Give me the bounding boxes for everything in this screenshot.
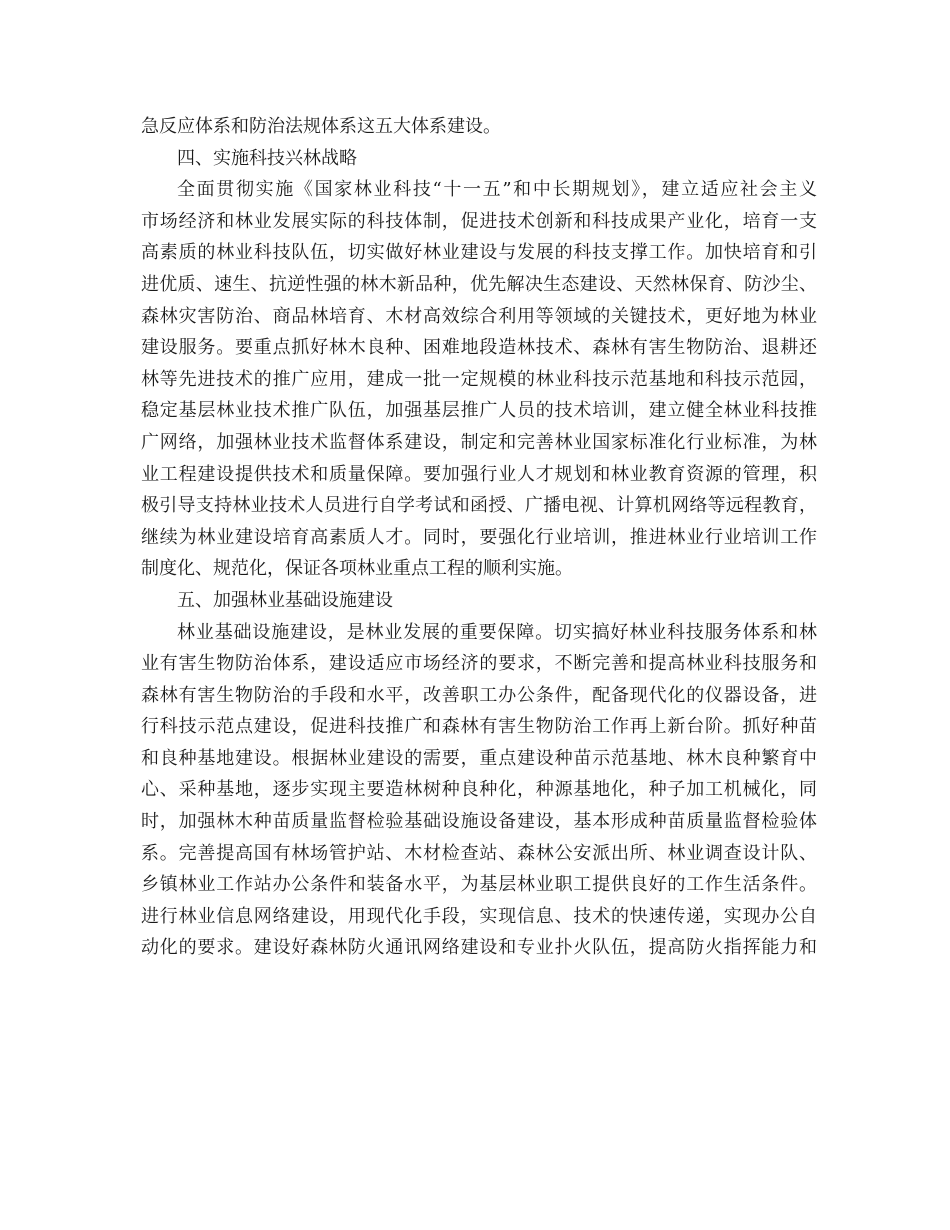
text-line: 林业基础设施建设，是林业发展的重要保障。切实搞好林业科技服务体系和林 — [177, 621, 817, 643]
text-line: 制度化、规范化，保证各项林业重点工程的顺利实施。 — [141, 558, 573, 580]
text-line: 系。完善提高国有林场管护站、木材检查站、森林公安派出所、林业调查设计队、 — [141, 842, 817, 864]
text-line: 继续为林业建设培育高素质人才。同时，要强化行业培训，推进林业行业培训工作 — [141, 526, 817, 548]
text-line: 进优质、速生、抗逆性强的林木新品种，优先解决生态建设、天然林保育、防沙尘、 — [141, 273, 817, 295]
text-line: 森林有害生物防治的手段和水平，改善职工办公条件，配备现代化的仪器设备，进 — [141, 684, 817, 706]
text-line: 全面贯彻实施《国家林业科技“十一五”和中长期规划》，建立适应社会主义 — [177, 179, 817, 201]
text-line: 业有害生物防治体系，建设适应市场经济的要求，不断完善和提高林业科技服务和 — [141, 653, 817, 675]
text-line: 和良种基地建设。根据林业建设的需要，重点建设种苗示范基地、林木良种繁育中 — [141, 747, 817, 769]
text-line: 行科技示范点建设，促进科技推广和森林有害生物防治工作再上新台阶。抓好种苗 — [141, 716, 817, 738]
text-line: 稳定基层林业技术推广队伍，加强基层推广人员的技术培训，建立健全林业科技推 — [141, 400, 817, 422]
text-line: 时，加强林木种苗质量监督检验基础设施设备建设，基本形成种苗质量监督检验体 — [141, 811, 817, 833]
text-line: 四、实施科技兴林战略 — [177, 147, 357, 169]
text-line: 林等先进技术的推广应用，建成一批一定规模的林业科技示范基地和科技示范园， — [141, 368, 817, 390]
text-line: 心、采种基地，逐步实现主要造林树种良种化，种源基地化，种子加工机械化，同 — [141, 779, 817, 801]
text-line: 业工程建设提供技术和质量保障。要加强行业人才规划和林业教育资源的管理，积 — [141, 463, 817, 485]
text-line: 市场经济和林业发展实际的科技体制，促进技术创新和科技成果产业化，培育一支 — [141, 210, 817, 232]
text-line: 建设服务。要重点抓好林木良种、困难地段造林技术、森林有害生物防治、退耕还 — [141, 337, 817, 359]
text-line: 森林灾害防治、商品林培育、木材高效综合利用等领域的关键技术，更好地为林业 — [141, 305, 817, 327]
text-line: 急反应体系和防治法规体系这五大体系建设。 — [141, 116, 501, 137]
text-line: 进行林业信息网络建设，用现代化手段，实现信息、技术的快速传递，实现办公自 — [141, 905, 817, 927]
text-line: 高素质的林业科技队伍，切实做好林业建设与发展的科技支撑工作。加快培育和引 — [141, 242, 817, 264]
document-body — [141, 111, 817, 964]
text-line: 动化的要求。建设好森林防火通讯网络建设和专业扑火队伍，提高防火指挥能力和 — [141, 937, 817, 959]
text-line: 极引导支持林业技术人员进行自学考试和函授、广播电视、计算机网络等远程教育， — [141, 495, 817, 517]
text-line: 乡镇林业工作站办公条件和装备水平，为基层林业职工提供良好的工作生活条件。 — [141, 874, 817, 896]
text-line: 广网络，加强林业技术监督体系建设，制定和完善林业国家标准化行业标准，为林 — [141, 431, 817, 453]
text-line: 五、加强林业基础设施建设 — [177, 589, 393, 611]
